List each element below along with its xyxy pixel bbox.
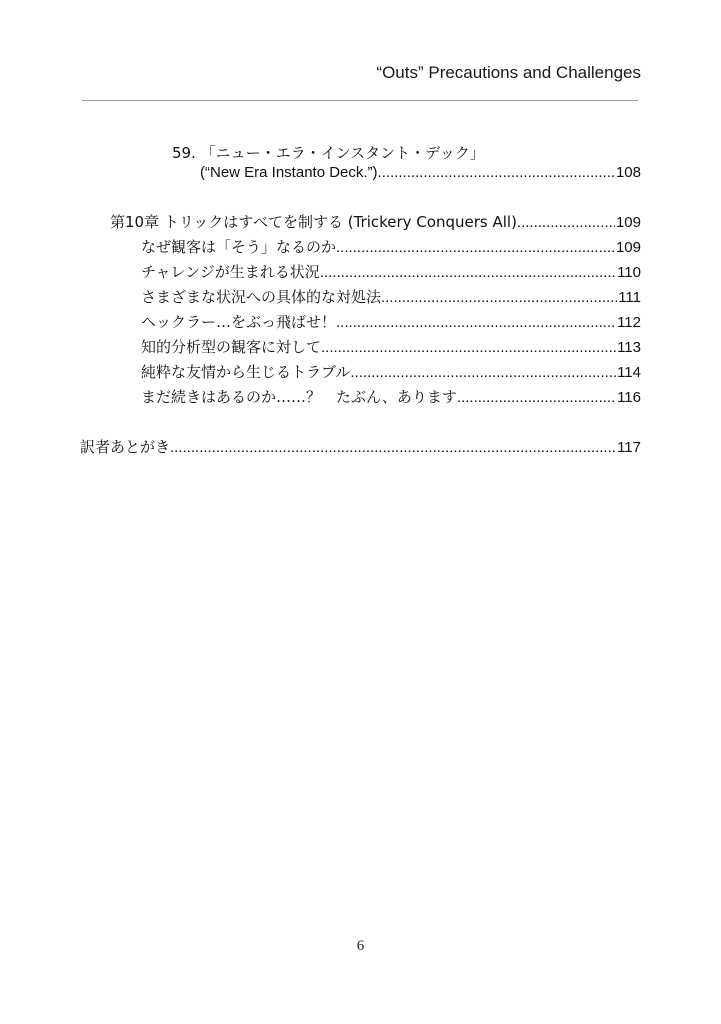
toc-section[interactable] (141, 336, 641, 358)
toc-section[interactable] (141, 261, 641, 283)
toc-page-number: 110 (617, 264, 641, 281)
toc-section[interactable] (141, 386, 641, 408)
toc-entry-title: ヘックラー…をぶっ飛ばせ！ (141, 313, 337, 331)
toc-entry-title: (“New Era Instanto Deck.”) (200, 164, 378, 181)
toc-page-number: 108 (615, 164, 641, 181)
running-header: “Outs” Precautions and Challenges (376, 63, 641, 82)
toc-item-59-subtitle[interactable] (200, 162, 641, 184)
toc-entry-title: 第10章 トリックはすべてを制する (Trickery Conquers All) (110, 213, 517, 231)
header-divider (82, 100, 638, 101)
toc-page-number: 109 (615, 239, 641, 256)
toc-entry-title: まだ続きはあるのか……？ たぶん、あります (141, 388, 457, 406)
toc-page-number: 116 (617, 389, 641, 406)
dot-leader (336, 312, 616, 334)
toc-item-59-title: 59. 「ニュー・エラ・インスタント・デック」 (172, 144, 485, 162)
dot-leader (457, 387, 616, 409)
toc-entry-title: 知的分析型の観客に対して (141, 338, 322, 356)
dot-leader (321, 337, 616, 359)
dot-leader (517, 212, 615, 234)
dot-leader (381, 287, 617, 309)
toc-entry-title: 純粋な友情から生じるトラブル (141, 363, 351, 381)
toc-section[interactable] (141, 286, 641, 308)
toc-section[interactable] (141, 361, 641, 383)
dot-leader (378, 162, 615, 184)
dot-leader (350, 362, 616, 384)
toc-afterword[interactable] (80, 436, 641, 458)
toc-page-number: 114 (617, 364, 641, 381)
dot-leader (336, 237, 615, 259)
toc-section[interactable] (141, 311, 641, 333)
toc-entry-title: なぜ観客は「そう」なるのか (141, 238, 337, 256)
toc-entry-title: 訳者あとがき (80, 438, 171, 456)
toc-page-number: 112 (617, 314, 641, 331)
page-number: 6 (356, 938, 365, 954)
dot-leader (320, 262, 616, 284)
toc-page-number: 113 (617, 339, 641, 356)
toc-page-number: 117 (617, 439, 641, 456)
dot-leader (170, 437, 616, 459)
toc-page-number: 111 (618, 289, 641, 306)
toc-chapter-10[interactable] (110, 211, 641, 233)
toc-entry-title: チャレンジが生まれる状況 (141, 263, 320, 281)
toc-section[interactable] (141, 236, 641, 258)
toc-entry-title: さまざまな状況への具体的な対処法 (141, 288, 382, 306)
toc-page-number: 109 (615, 214, 641, 231)
